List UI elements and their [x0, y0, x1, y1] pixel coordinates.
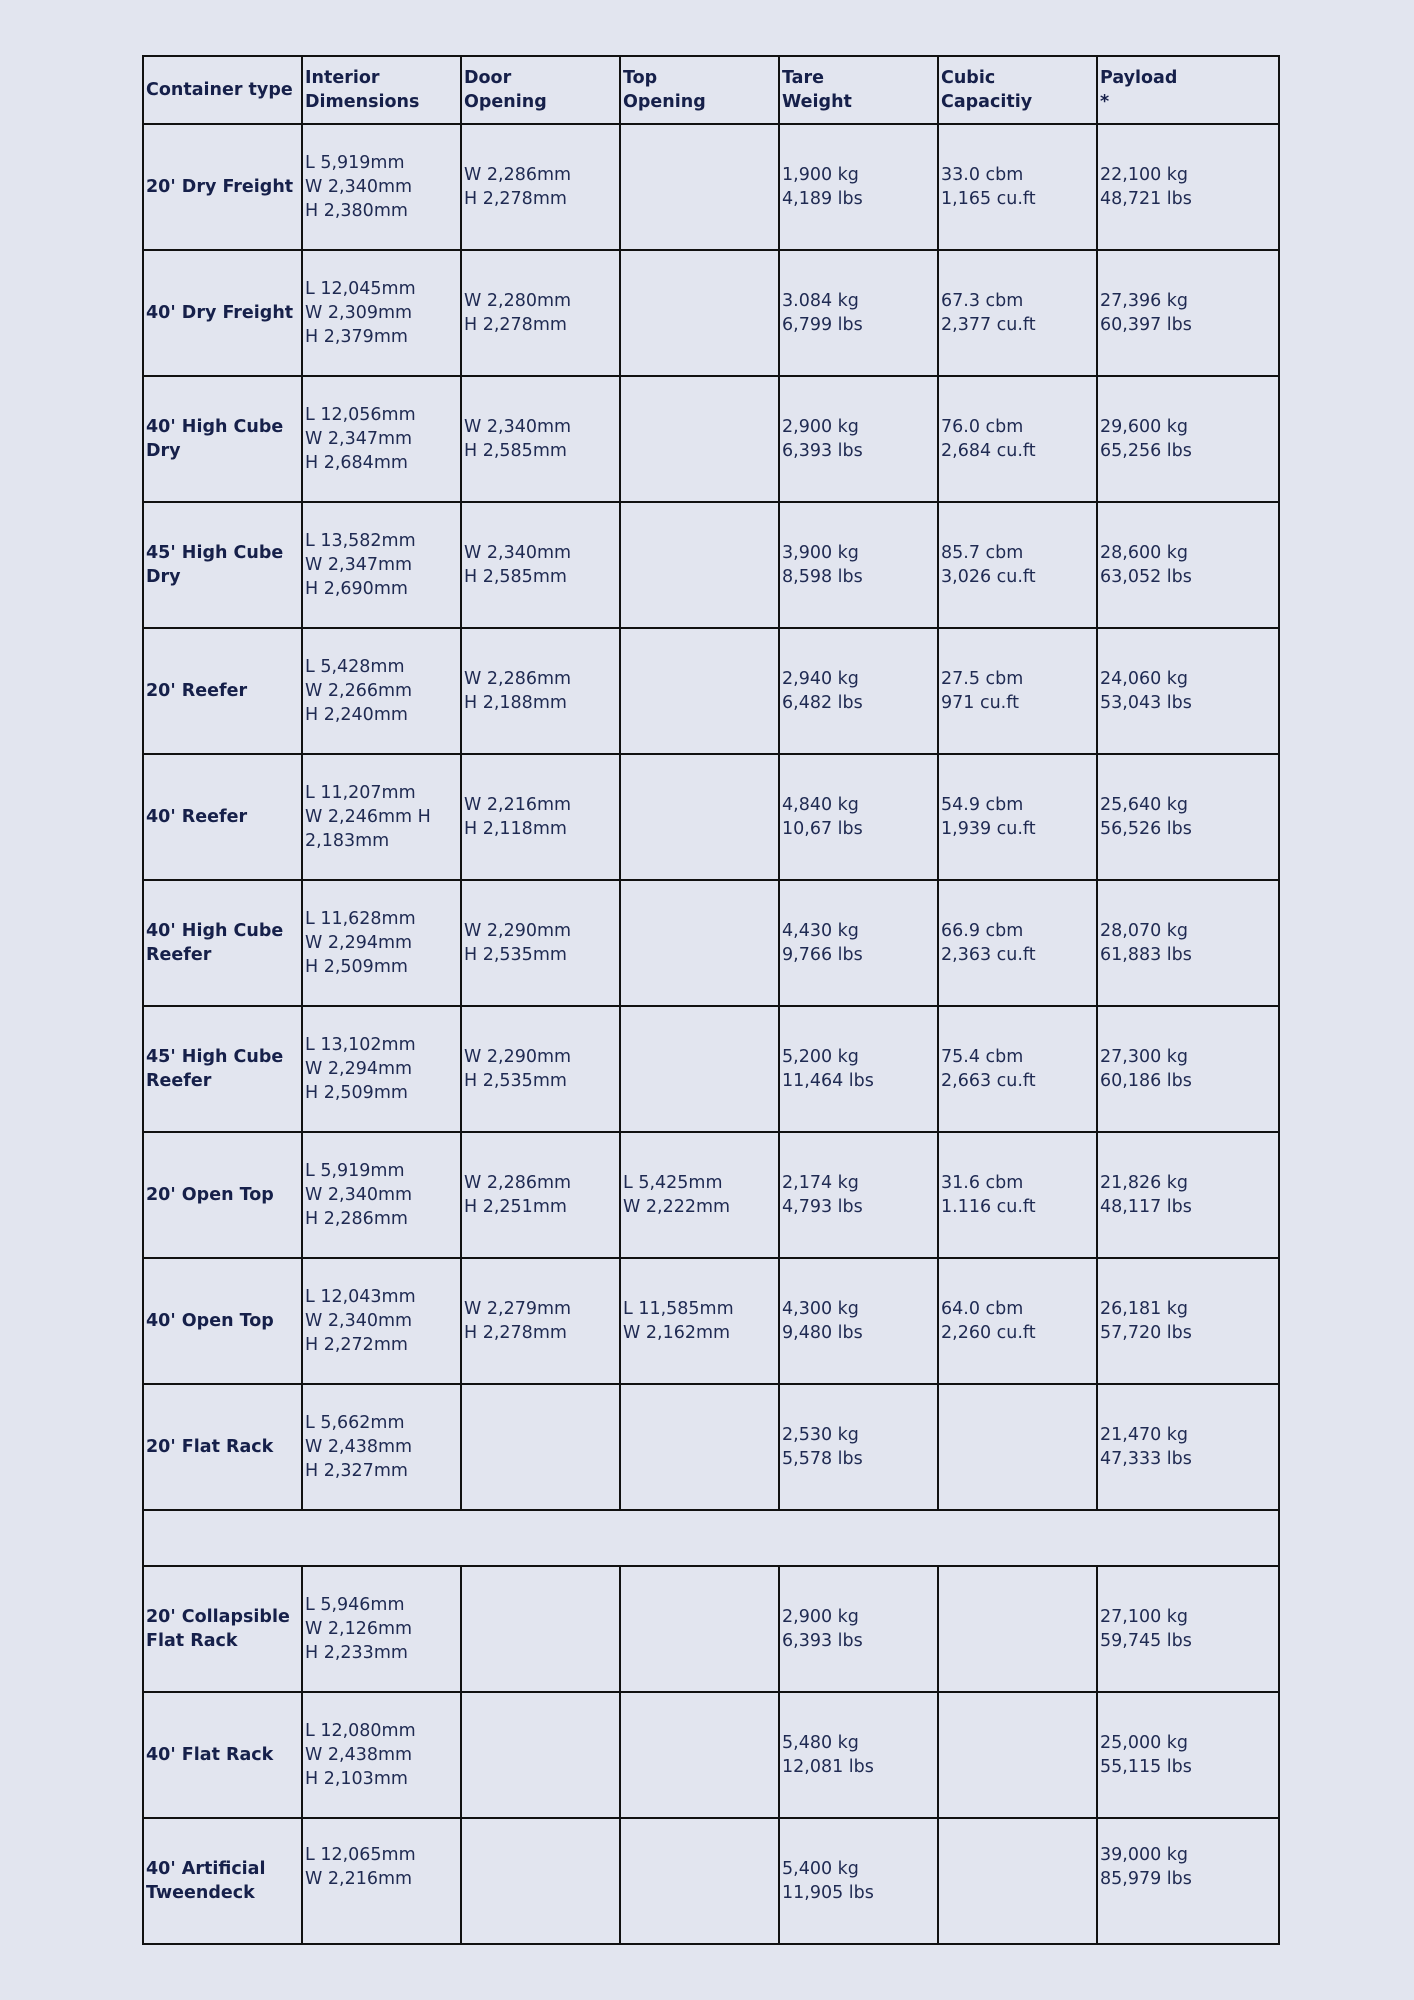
cell-top-opening: [620, 124, 779, 250]
cell-cubic-capacity: [938, 1566, 1097, 1692]
cell-door-opening: W 2,279mm H 2,278mm: [461, 1258, 620, 1384]
cell-payload: 27,300 kg 60,186 lbs: [1097, 1006, 1279, 1132]
cell-interior-dimensions: L 11,207mm W 2,246mm H 2,183mm: [302, 754, 461, 880]
cell-payload: 27,100 kg 59,745 lbs: [1097, 1566, 1279, 1692]
cell-cubic-capacity: 67.3 cbm 2,377 cu.ft: [938, 250, 1097, 376]
cell-container-type: 40' High Cube Reefer: [143, 880, 302, 1006]
cell-cubic-capacity: 27.5 cbm 971 cu.ft: [938, 628, 1097, 754]
cell-payload: 28,600 kg 63,052 lbs: [1097, 502, 1279, 628]
header-container-type: Container type: [143, 56, 302, 124]
cell-interior-dimensions: L 12,056mm W 2,347mm H 2,684mm: [302, 376, 461, 502]
cell-container-type: 40' Reefer: [143, 754, 302, 880]
cell-container-type: 40' Dry Freight: [143, 250, 302, 376]
cell-top-opening: L 11,585mm W 2,162mm: [620, 1258, 779, 1384]
cell-interior-dimensions: L 5,919mm W 2,340mm H 2,380mm: [302, 124, 461, 250]
cell-container-type: 20' Dry Freight: [143, 124, 302, 250]
cell-payload: 29,600 kg 65,256 lbs: [1097, 376, 1279, 502]
cell-top-opening: [620, 1818, 779, 1944]
cell-tare-weight: 1,900 kg 4,189 lbs: [779, 124, 938, 250]
cell-top-opening: [620, 250, 779, 376]
cell-door-opening: W 2,286mm H 2,278mm: [461, 124, 620, 250]
spacer-cell: [143, 1510, 1279, 1566]
table-row: [143, 1006, 1279, 1132]
cell-container-type: 45' High Cube Dry: [143, 502, 302, 628]
cell-container-type: 40' High Cube Dry: [143, 376, 302, 502]
cell-tare-weight: 2,940 kg 6,482 lbs: [779, 628, 938, 754]
table-row: [143, 880, 1279, 1006]
table-row: [143, 124, 1279, 250]
table-row: [143, 1258, 1279, 1384]
cell-payload: 24,060 kg 53,043 lbs: [1097, 628, 1279, 754]
cell-door-opening: W 2,286mm H 2,251mm: [461, 1132, 620, 1258]
cell-tare-weight: 5,400 kg 11,905 lbs: [779, 1818, 938, 1944]
cell-top-opening: [620, 880, 779, 1006]
cell-cubic-capacity: 64.0 cbm 2,260 cu.ft: [938, 1258, 1097, 1384]
table-row: [143, 1818, 1279, 1944]
cell-payload: 21,826 kg 48,117 lbs: [1097, 1132, 1279, 1258]
cell-interior-dimensions: L 11,628mm W 2,294mm H 2,509mm: [302, 880, 461, 1006]
cell-top-opening: [620, 1566, 779, 1692]
cell-cubic-capacity: 31.6 cbm 1.116 cu.ft: [938, 1132, 1097, 1258]
table-row: [143, 1692, 1279, 1818]
table-row: [143, 1384, 1279, 1510]
table-row: [143, 502, 1279, 628]
cell-container-type: 40' Open Top: [143, 1258, 302, 1384]
cell-tare-weight: 2,900 kg 6,393 lbs: [779, 1566, 938, 1692]
cell-container-type: 45' High Cube Reefer: [143, 1006, 302, 1132]
cell-tare-weight: 4,300 kg 9,480 lbs: [779, 1258, 938, 1384]
cell-cubic-capacity: 33.0 cbm 1,165 cu.ft: [938, 124, 1097, 250]
cell-payload: 22,100 kg 48,721 lbs: [1097, 124, 1279, 250]
cell-door-opening: W 2,290mm H 2,535mm: [461, 880, 620, 1006]
cell-door-opening: [461, 1692, 620, 1818]
table-row: [143, 250, 1279, 376]
cell-cubic-capacity: [938, 1692, 1097, 1818]
cell-cubic-capacity: [938, 1384, 1097, 1510]
cell-door-opening: [461, 1384, 620, 1510]
cell-payload: 39,000 kg 85,979 lbs: [1097, 1818, 1279, 1944]
header-tare-weight: Tare Weight: [779, 56, 938, 124]
cell-tare-weight: 4,840 kg 10,67 lbs: [779, 754, 938, 880]
cell-container-type: 20' Open Top: [143, 1132, 302, 1258]
cell-tare-weight: 4,430 kg 9,766 lbs: [779, 880, 938, 1006]
cell-top-opening: [620, 628, 779, 754]
cell-payload: 21,470 kg 47,333 lbs: [1097, 1384, 1279, 1510]
header-row: [143, 56, 1279, 124]
cell-interior-dimensions: L 5,428mm W 2,266mm H 2,240mm: [302, 628, 461, 754]
cell-payload: 27,396 kg 60,397 lbs: [1097, 250, 1279, 376]
table-row: [143, 1132, 1279, 1258]
cell-cubic-capacity: 75.4 cbm 2,663 cu.ft: [938, 1006, 1097, 1132]
cell-interior-dimensions: L 12,043mm W 2,340mm H 2,272mm: [302, 1258, 461, 1384]
cell-interior-dimensions: L 5,946mm W 2,126mm H 2,233mm: [302, 1566, 461, 1692]
cell-interior-dimensions: L 13,582mm W 2,347mm H 2,690mm: [302, 502, 461, 628]
cell-door-opening: W 2,340mm H 2,585mm: [461, 376, 620, 502]
table-row: [143, 1566, 1279, 1692]
header-interior-dimensions: Interior Dimensions: [302, 56, 461, 124]
cell-interior-dimensions: L 12,065mm W 2,216mm: [302, 1818, 461, 1944]
cell-tare-weight: 5,480 kg 12,081 lbs: [779, 1692, 938, 1818]
cell-top-opening: L 5,425mm W 2,222mm: [620, 1132, 779, 1258]
cell-tare-weight: 2,174 kg 4,793 lbs: [779, 1132, 938, 1258]
cell-container-type: 20' Collapsible Flat Rack: [143, 1566, 302, 1692]
cell-cubic-capacity: 76.0 cbm 2,684 cu.ft: [938, 376, 1097, 502]
cell-container-type: 40' Flat Rack: [143, 1692, 302, 1818]
header-door-opening: Door Opening: [461, 56, 620, 124]
header-cubic-capacity: Cubic Capacitiy: [938, 56, 1097, 124]
cell-payload: 25,640 kg 56,526 lbs: [1097, 754, 1279, 880]
cell-cubic-capacity: [938, 1818, 1097, 1944]
cell-door-opening: [461, 1566, 620, 1692]
cell-door-opening: W 2,216mm H 2,118mm: [461, 754, 620, 880]
cell-interior-dimensions: L 13,102mm W 2,294mm H 2,509mm: [302, 1006, 461, 1132]
cell-interior-dimensions: L 12,080mm W 2,438mm H 2,103mm: [302, 1692, 461, 1818]
container-specs-table: [142, 55, 1280, 1945]
cell-interior-dimensions: L 5,662mm W 2,438mm H 2,327mm: [302, 1384, 461, 1510]
header-top-opening: Top Opening: [620, 56, 779, 124]
cell-container-type: 40' Artificial Tweendeck: [143, 1818, 302, 1944]
cell-payload: 25,000 kg 55,115 lbs: [1097, 1692, 1279, 1818]
cell-door-opening: W 2,290mm H 2,535mm: [461, 1006, 620, 1132]
cell-container-type: 20' Flat Rack: [143, 1384, 302, 1510]
cell-tare-weight: 5,200 kg 11,464 lbs: [779, 1006, 938, 1132]
cell-door-opening: W 2,280mm H 2,278mm: [461, 250, 620, 376]
cell-tare-weight: 2,530 kg 5,578 lbs: [779, 1384, 938, 1510]
cell-top-opening: [620, 502, 779, 628]
cell-payload: 26,181 kg 57,720 lbs: [1097, 1258, 1279, 1384]
cell-container-type: 20' Reefer: [143, 628, 302, 754]
cell-top-opening: [620, 1692, 779, 1818]
cell-door-opening: W 2,286mm H 2,188mm: [461, 628, 620, 754]
cell-door-opening: W 2,340mm H 2,585mm: [461, 502, 620, 628]
cell-top-opening: [620, 1006, 779, 1132]
cell-top-opening: [620, 1384, 779, 1510]
table-row: [143, 376, 1279, 502]
cell-tare-weight: 3,900 kg 8,598 lbs: [779, 502, 938, 628]
cell-tare-weight: 3.084 kg 6,799 lbs: [779, 250, 938, 376]
cell-cubic-capacity: 66.9 cbm 2,363 cu.ft: [938, 880, 1097, 1006]
table-row: [143, 628, 1279, 754]
cell-cubic-capacity: 85.7 cbm 3,026 cu.ft: [938, 502, 1097, 628]
cell-door-opening: [461, 1818, 620, 1944]
cell-payload: 28,070 kg 61,883 lbs: [1097, 880, 1279, 1006]
cell-top-opening: [620, 376, 779, 502]
header-payload: Payload *: [1097, 56, 1279, 124]
cell-interior-dimensions: L 5,919mm W 2,340mm H 2,286mm: [302, 1132, 461, 1258]
spacer-row: [143, 1510, 1279, 1566]
table-body: [143, 56, 1279, 1944]
cell-tare-weight: 2,900 kg 6,393 lbs: [779, 376, 938, 502]
cell-cubic-capacity: 54.9 cbm 1,939 cu.ft: [938, 754, 1097, 880]
cell-top-opening: [620, 754, 779, 880]
table-row: [143, 754, 1279, 880]
cell-interior-dimensions: L 12,045mm W 2,309mm H 2,379mm: [302, 250, 461, 376]
